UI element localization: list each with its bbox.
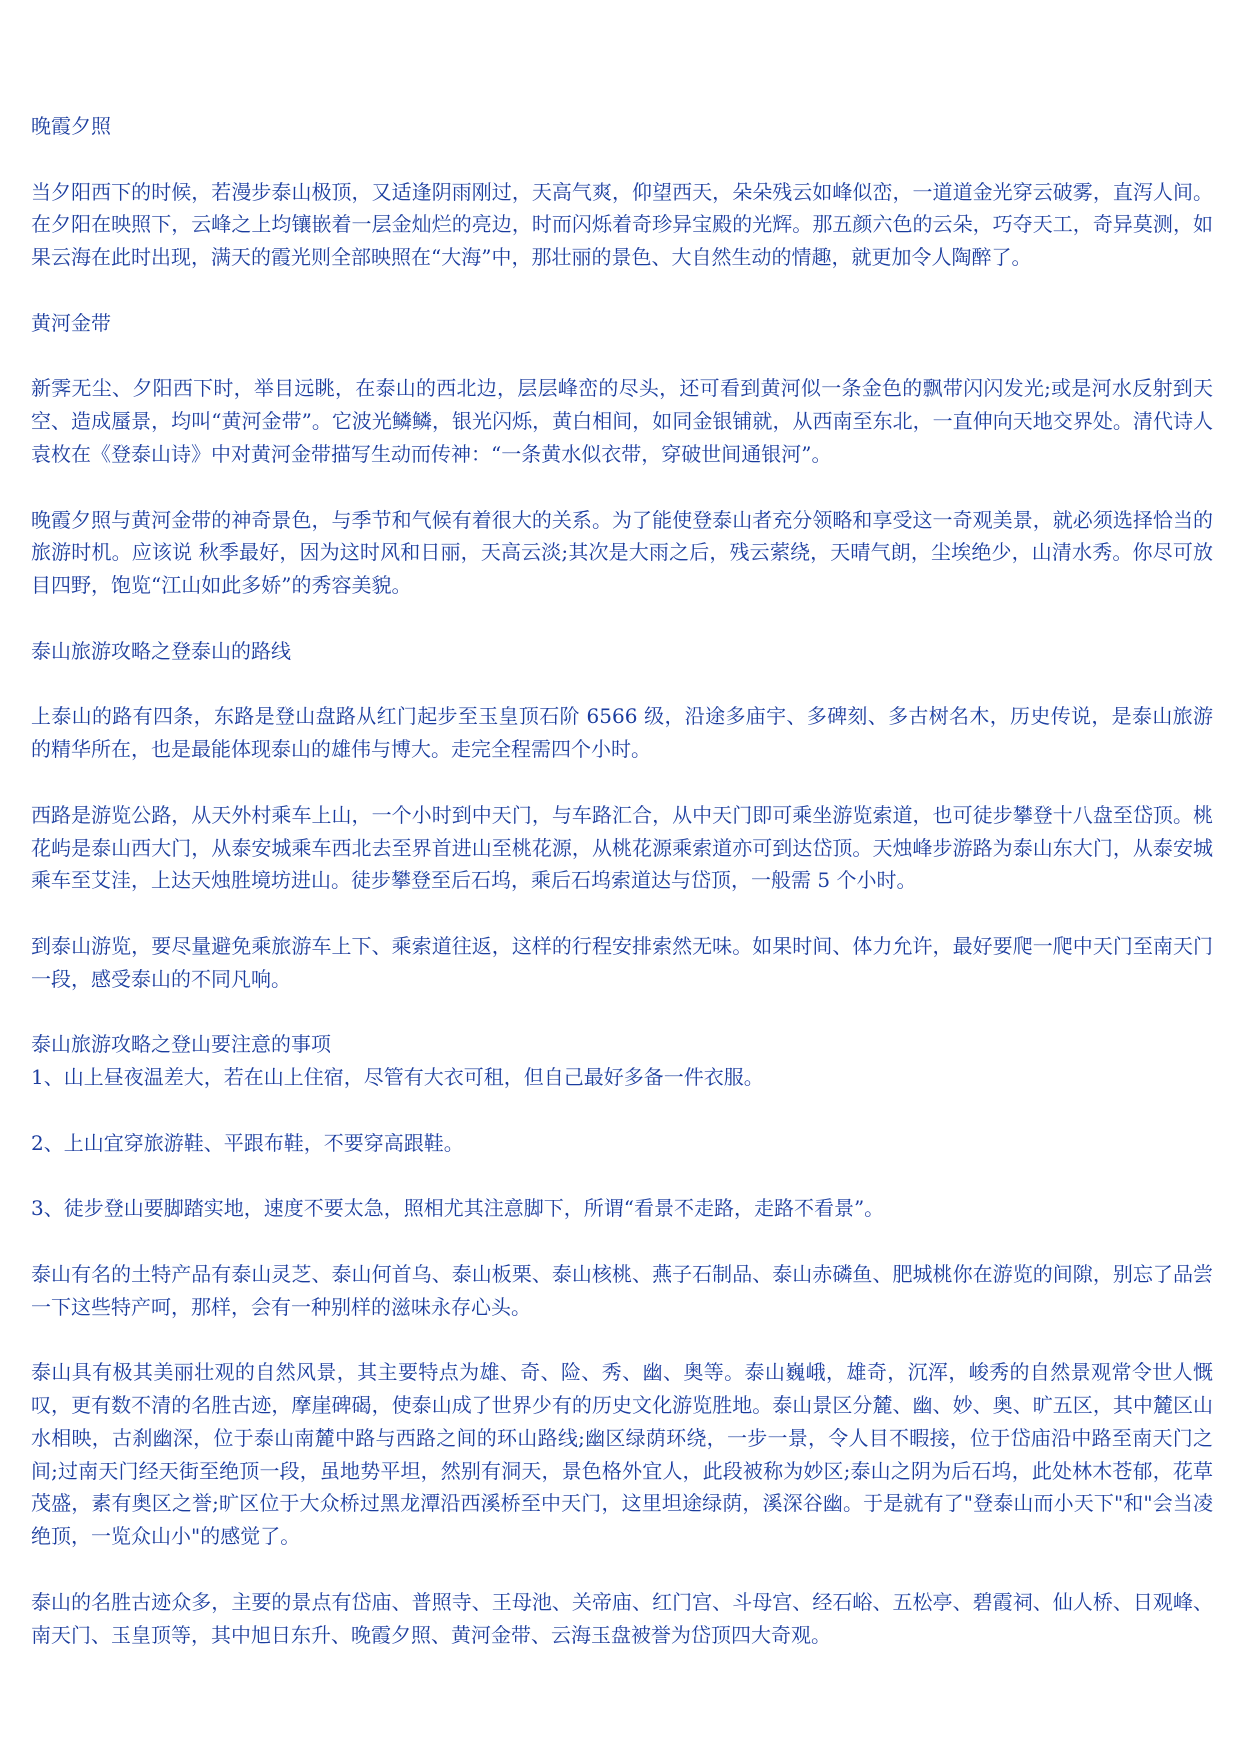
paragraph-best-season: 晚霞夕照与黄河金带的神奇景色，与季节和气候有着很大的关系。为了能使登泰山者充分领略和享受这一奇观美景，就必须选择恰当的旅游时机。应该说 秋季最好，因为这时风和日丽，天高云淡;其次是大雨之后，残云萦绕，天晴气朗，尘埃绝少，山清水秀。你尽可放目四野，饱览“江山如此多娇”的秀容美貌。 <box>31 507 1213 598</box>
paragraph-scenic-areas: 泰山具有极其美丽壮观的自然风景，其主要特点为雄、奇、险、秀、幽、奥等。泰山巍峨，雄奇，沉浑，峻秀的自然景观常令世人慨叹，更有数不清的名胜古迹，摩崖碑碣，使泰山成了世界少有的历史文化游览胜地。泰山景区分麓、幽、妙、奥、旷五区，其中麓区山水相映，古刹幽深，位于泰山南麓中路与西路之间的环山路线;幽区绿荫环绕，一步一景，令人目不暇接，位于岱庙沿中路至南天门之间;过南天门经天街至绝顶一段，虽地势平坦，然别有洞天，景色格外宜人，此段被称为妙区;泰山之阴为后石坞，此处林木苍郁，花草茂盛，素有奥区之誉;旷区位于大众桥过黑龙潭沿西溪桥至中天门，这里坦途绿荫，溪深谷幽。于是就有了"登泰山而小天下"和"会当凌绝顶，一览众山小"的感觉了。 <box>31 1360 1213 1549</box>
heading-sunset-glow: 晚霞夕照 <box>31 114 111 138</box>
list-item: 3、徒步登山要脚踏实地，速度不要太急，照相尤其注意脚下，所谓“看景不走路，走路不看景”。 <box>31 1196 885 1221</box>
paragraph-local-specialties: 泰山有名的土特产品有泰山灵芝、泰山何首乌、泰山板栗、泰山核桃、燕子石制品、泰山赤磷鱼、肥城桃你在游览的间隙，别忘了品尝一下这些特产呵，那样，会有一种别样的滋味永存心头。 <box>31 1261 1213 1319</box>
heading-climbing-notes: 泰山旅游攻略之登山要注意的事项 <box>31 1032 331 1057</box>
paragraph-yellow-river-belt: 新霁无尘、夕阳西下时，举目远眺，在泰山的西北边，层层峰峦的尽头，还可看到黄河似一条金色的飘带闪闪发光;或是河水反射到天空、造成蜃景，均叫“黄河金带”。它波光鳞鳞，银光闪烁，黄白相间，如同金银铺就，从西南至东北，一直伸向天地交界处。清代诗人袁枚在《登泰山诗》中对黄河金带描写生动而传神：“一条黄水似衣带，穿破世间通银河”。 <box>31 376 1213 466</box>
list-item: 1、山上昼夜温差大，若在山上住宿，尽管有大衣可租，但自己最好多备一件衣服。 <box>31 1065 764 1090</box>
paragraph-historic-sites: 泰山的名胜古迹众多，主要的景点有岱庙、普照寺、王母池、关帝庙、红门宫、斗母宫、经石峪、五松亭、碧霞祠、仙人桥、日观峰、南天门、玉皇顶等，其中旭日东升、晚霞夕照、黄河金带、云海玉盘被誉为岱顶四大奇观。 <box>31 1589 1213 1647</box>
heading-climbing-routes: 泰山旅游攻略之登泰山的路线 <box>31 638 291 663</box>
list-item: 2、上山宜穿旅游鞋、平跟布鞋，不要穿高跟鞋。 <box>31 1130 464 1155</box>
heading-yellow-river-belt: 黄河金带 <box>31 310 111 335</box>
paragraph-west-route: 西路是游览公路，从天外村乘车上山，一个小时到中天门，与车路汇合，从中天门即可乘坐游览索道，也可徒步攀登十八盘至岱顶。桃花屿是泰山西大门，从泰安城乘车西北去至界首进山至桃花源，从桃花源乘索道亦可到达岱顶。天烛峰步游路为泰山东大门，从泰安城乘车至艾洼，上达天烛胜境坊进山。徒步攀登至后石坞，乘后石坞索道达与岱顶，一般需 5 个小时。 <box>31 802 1213 893</box>
paragraph-travel-advice: 到泰山游览，要尽量避免乘旅游车上下、乘索道往返，这样的行程安排索然无味。如果时间、体力允许，最好要爬一爬中天门至南天门一段，感受泰山的不同凡响。 <box>31 933 1213 991</box>
paragraph-sunset-glow: 当夕阳西下的时候，若漫步泰山极顶，又适逢阴雨刚过，天高气爽，仰望西天，朵朵残云如峰似峦，一道道金光穿云破雾，直泻人间。在夕阳在映照下，云峰之上均镶嵌着一层金灿烂的亮边，时而闪烁着奇珍异宝殿的光辉。那五颜六色的云朵，巧夺天工，奇异莫测，如果云海在此时出现，满天的霞光则全部映照在“大海”中，那壮丽的景色、大自然生动的情趣，就更加令人陶醉了。 <box>31 179 1213 270</box>
paragraph-east-route: 上泰山的路有四条，东路是登山盘路从红门起步至玉皇顶石阶 6566 级，沿途多庙宇、多碑刻、多古树名木，历史传说，是泰山旅游的精华所在，也是最能体现泰山的雄伟与博大。走完全程需四个小时。 <box>31 704 1213 762</box>
document-body <box>31 110 1213 1684</box>
